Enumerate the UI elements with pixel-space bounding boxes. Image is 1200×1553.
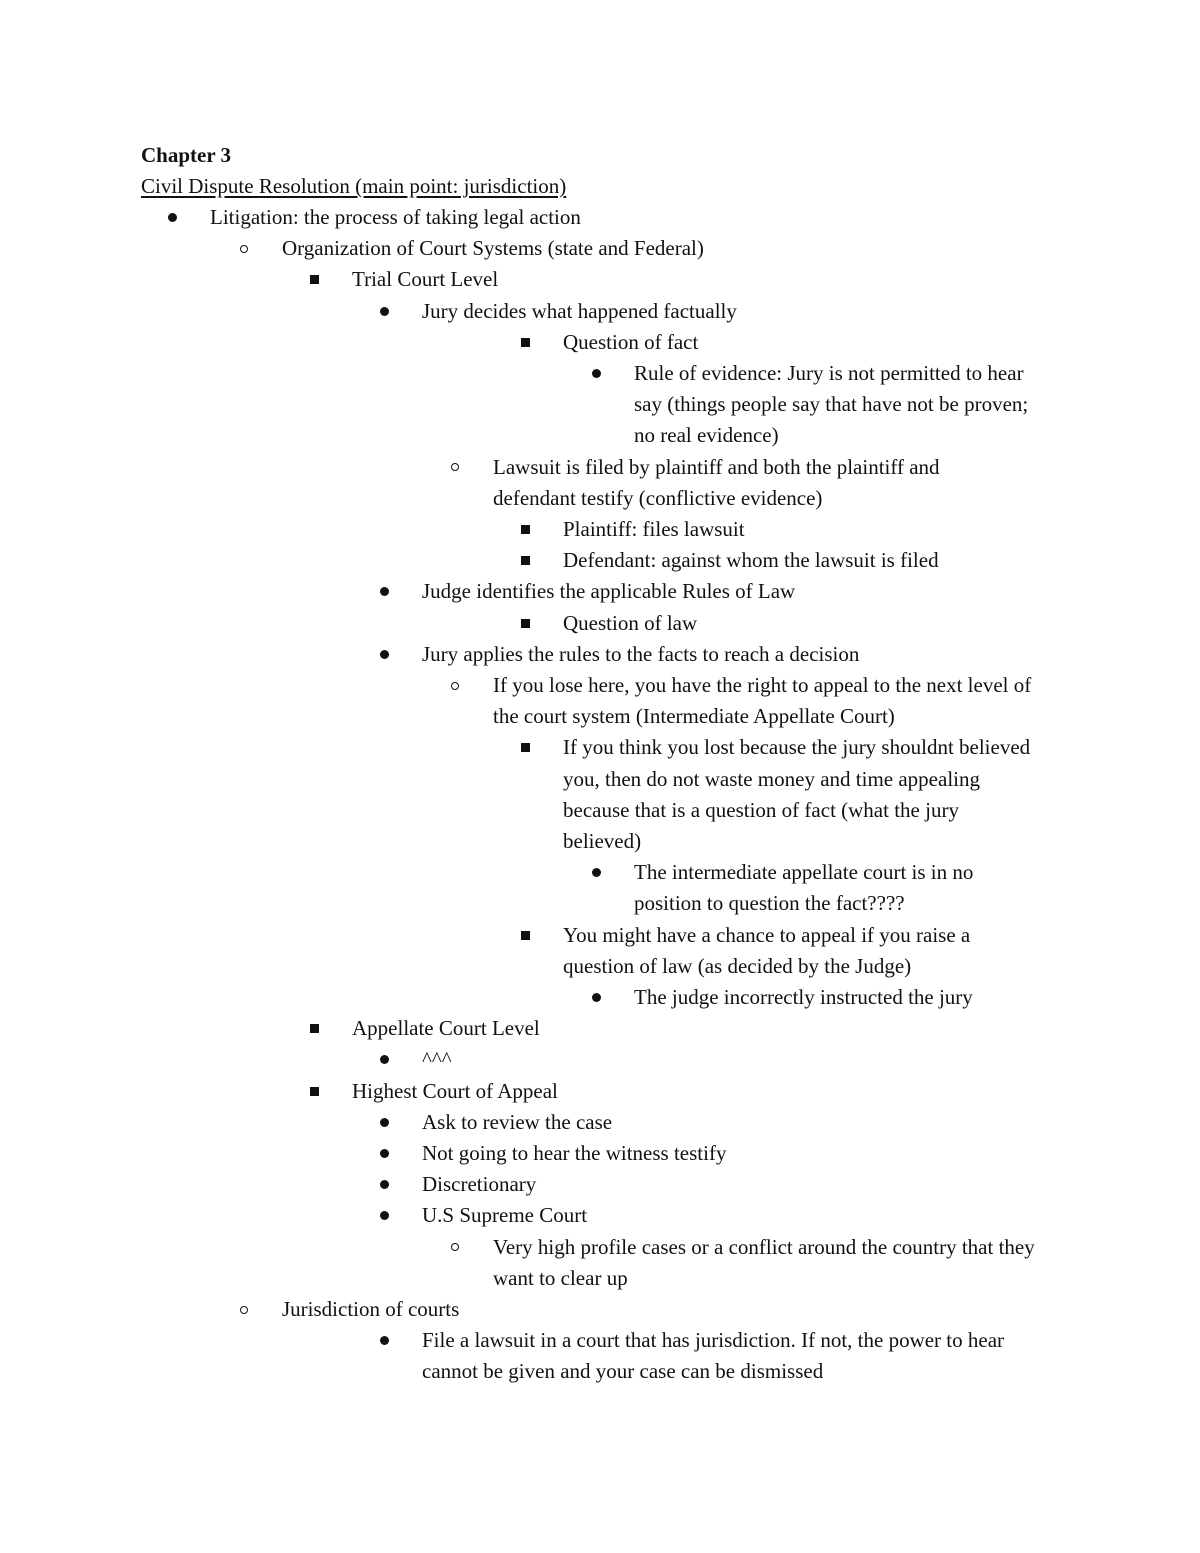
square-bullet-icon <box>515 732 535 763</box>
disc-bullet-icon <box>374 296 394 327</box>
list-item <box>563 514 1063 545</box>
disc-bullet-icon <box>374 576 394 607</box>
list-item <box>422 296 1122 327</box>
list-item-text: File a lawsuit in a court that has jurisdiction. If not, the power to hear cannot be given and your case can be dismissed <box>422 1328 1005 1384</box>
list-item <box>422 1138 1122 1169</box>
list-item-text: Very high profile cases or a conflict around the country that they want to clear up <box>493 1234 1035 1290</box>
disc-bullet-icon <box>586 857 606 888</box>
list-item <box>634 982 1054 1013</box>
square-bullet-icon <box>515 608 535 639</box>
list-item <box>422 1200 1122 1231</box>
list-item <box>422 576 1122 607</box>
list-item-text: Question of fact <box>563 329 699 354</box>
square-bullet-icon <box>304 264 324 295</box>
list-item <box>634 358 1054 452</box>
list-item <box>352 264 1152 295</box>
list-item-text: Organization of Court Systems (state and Federal) <box>282 236 704 261</box>
list-item-text: Litigation: the process of taking legal action <box>210 205 581 229</box>
list-item <box>352 1076 1152 1107</box>
list-item-text: Appellate Court Level <box>352 1016 540 1041</box>
circle-bullet-icon <box>445 452 465 483</box>
disc-bullet-icon <box>374 1169 394 1200</box>
square-bullet-icon <box>515 920 535 951</box>
square-bullet-icon <box>515 327 535 358</box>
disc-bullet-icon <box>374 639 394 670</box>
square-bullet-icon <box>515 545 535 576</box>
list-item-text: The intermediate appellate court is in no position to question the fact???? <box>634 860 974 916</box>
circle-bullet-icon <box>445 1232 465 1263</box>
list-item-text: Question of law <box>563 610 698 635</box>
list-item-text: You might have a chance to appeal if you raise a question of law (as decided by the Judge) <box>563 922 971 978</box>
list-item-text: Jury decides what happened factually <box>422 298 737 323</box>
list-item <box>422 639 1122 670</box>
circle-bullet-icon <box>234 1294 254 1325</box>
list-item-text: If you lose here, you have the right to appeal to the next level of the court system (Intermediate Appellate Court) <box>493 673 1032 729</box>
list-item-text: Ask to review the case <box>422 1109 613 1134</box>
disc-bullet-icon <box>586 358 606 389</box>
circle-bullet-icon <box>445 670 465 701</box>
section-subheading: Civil Dispute Resolution (main point: jurisdiction) <box>141 174 567 198</box>
disc-bullet-icon <box>162 202 182 233</box>
chapter-heading: Chapter 3 <box>141 143 232 167</box>
list-item-text: U.S Supreme Court <box>422 1203 588 1228</box>
disc-bullet-icon <box>374 1200 394 1231</box>
list-item-text: Not going to hear the witness testify <box>422 1141 727 1165</box>
list-item <box>563 545 1063 576</box>
disc-bullet-icon <box>586 982 606 1013</box>
list-item <box>422 1169 1122 1200</box>
list-item-text: Judge identifies the applicable Rules of Law <box>422 579 796 604</box>
list-item <box>210 202 1110 233</box>
disc-bullet-icon <box>374 1044 394 1075</box>
list-item-text: If you think you lost because the jury shouldnt believed you, then do not waste money and time appealing because that is a question of fact (what the jury believed) <box>563 735 1031 853</box>
list-item-text: Rule of evidence: Jury is not permitted to hear say (things people say that have not be proven; no real evidence) <box>634 361 1029 448</box>
disc-bullet-icon <box>374 1138 394 1169</box>
list-item <box>493 670 1033 732</box>
disc-bullet-icon <box>374 1325 394 1356</box>
list-item <box>282 233 1182 264</box>
list-item <box>563 608 1063 639</box>
list-item <box>634 857 1034 919</box>
list-item-text: Discretionary <box>422 1172 537 1197</box>
list-item <box>563 732 1033 857</box>
list-item <box>493 1232 1068 1294</box>
disc-bullet-icon <box>374 1107 394 1138</box>
list-item <box>563 920 1033 982</box>
list-item <box>422 1325 1047 1387</box>
list-item <box>422 1107 1122 1138</box>
list-item-text: Jurisdiction of courts <box>282 1297 460 1321</box>
list-item-text: Trial Court Level <box>352 267 499 292</box>
square-bullet-icon <box>304 1076 324 1107</box>
square-bullet-icon <box>515 514 535 545</box>
list-item <box>563 327 1063 358</box>
list-item-text: Defendant: against whom the lawsuit is filed <box>563 548 939 573</box>
circle-bullet-icon <box>234 233 254 264</box>
square-bullet-icon <box>304 1013 324 1044</box>
list-item-text: ^^^ <box>422 1047 452 1072</box>
list-item-text: Plaintiff: files lawsuit <box>563 517 745 541</box>
list-item-text: The judge incorrectly instructed the jury <box>634 985 973 1009</box>
list-item <box>352 1013 1152 1044</box>
list-item-text: Lawsuit is filed by plaintiff and both the plaintiff and defendant testify (conflictive evidence) <box>493 454 940 510</box>
list-item-text: Jury applies the rules to the facts to reach a decision <box>422 641 860 666</box>
list-item <box>422 1044 1122 1075</box>
list-item <box>282 1294 1182 1325</box>
list-item-text: Highest Court of Appeal <box>352 1078 558 1103</box>
list-item <box>493 452 1013 514</box>
